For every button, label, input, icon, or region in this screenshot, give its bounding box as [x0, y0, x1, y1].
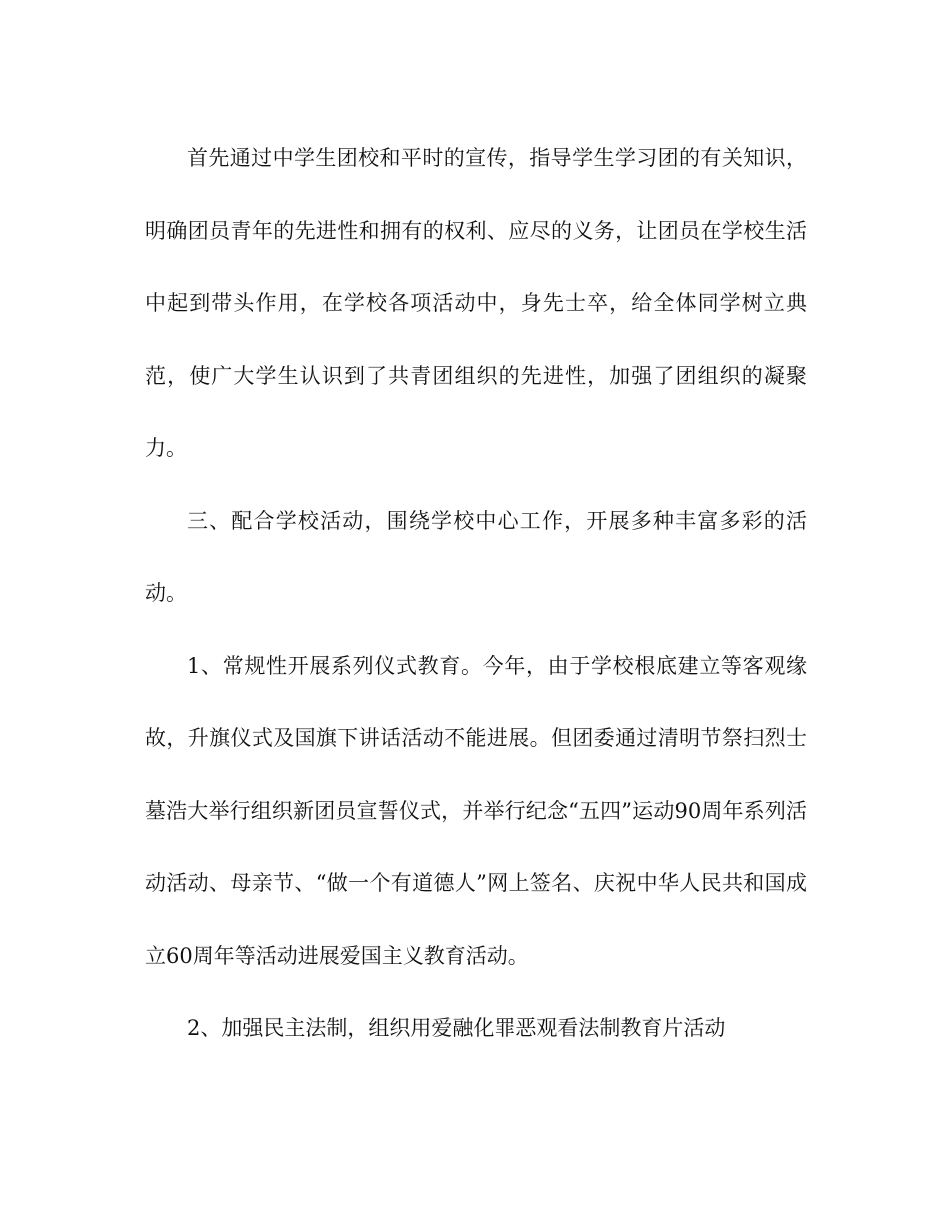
paragraph-student-league-school: 首先通过中学生团校和平时的宣传，指导学生学习团的有关知识，明确团员青年的先进性和拥有的权利、应尽的义务，让团员在学校生活中起到带头作用，在学校各项活动中，身先士卒，给全体同学树立典范，使广大学生认识到了共青团组织的先进性，加强了团组织的凝聚力。	[145, 146, 807, 460]
paragraph-legal-education: 2、加强民主法制，组织用爱融化罪恶观看法制教育片活动	[187, 1016, 726, 1040]
paragraph-ceremony-education: 1、常规性开展系列仪式教育。今年，由于学校根底建立等客观缘故，升旗仪式及国旗下讲话活动不能进展。但团委通过清明节祭扫烈士墓浩大举行组织新团员宣誓仪式，并举行纪念“五四”运动90周年系列活动活动、母亲节、“做一个有道德人”网上签名、庆祝中华人民共和国成立60周年等活动进展爱国主义教育活动。	[145, 653, 807, 968]
paragraph-section-three-heading: 三、配合学校活动，围绕学校中心工作，开展多种丰富多彩的活动。	[145, 508, 807, 605]
document-body	[145, 122, 807, 1065]
